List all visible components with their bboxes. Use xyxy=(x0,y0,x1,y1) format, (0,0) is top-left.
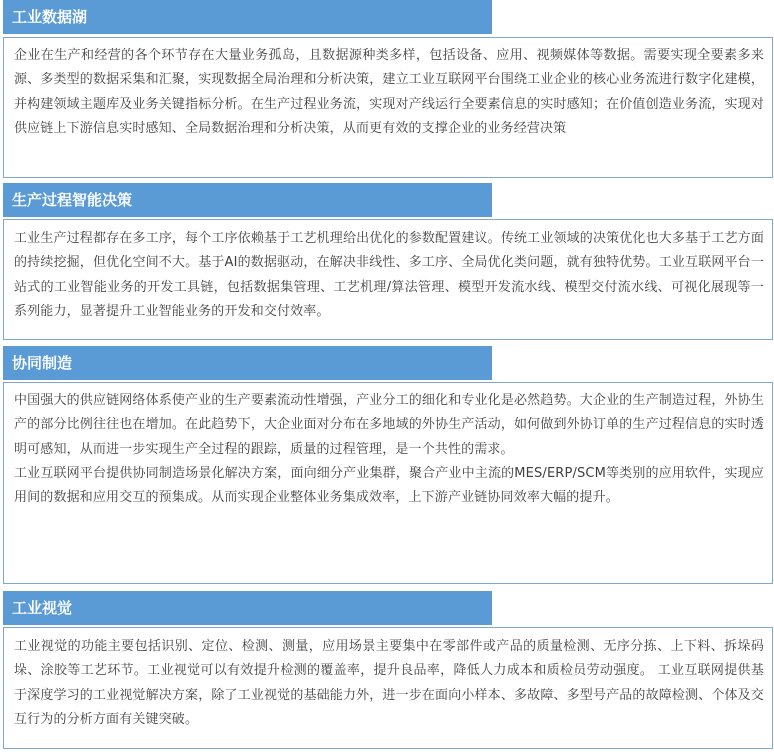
section-industrial-vision xyxy=(0,591,774,750)
section-collaborative-manufacturing xyxy=(0,346,774,584)
section-industrial-data-lake xyxy=(0,0,774,178)
section-paragraph: 企业在生产和经营的各个环节存在大量业务孤岛，且数据源种类多样，包括设备、应用、视频媒体等数据。需要实现全要素多来源、多类型的数据采集和汇聚，实现数据全局治理和分析决策，建立工业互联网平台围绕工业企业的核心业务流进行数字化建模，并构建领域主题库及业务关键指标分析。在生产过程业务流，实现对产线运行全要素信息的实时感知；在价值创造业务流，实现对供应链上下游信息实时感知、全局数据治理和分析决策，从而更有效的支撑企业的业务经营决策 xyxy=(14,48,764,136)
section-paragraph: 工业生产过程都存在多工序，每个工序依赖基于工艺机理给出优化的参数配置建议。传统工业领域的决策优化也大多基于工艺方面的持续挖掘，但优化空间不大。基于AI的数据驱动，在解决非线性、多工序、全局优化类问题，就有独特优势。工业互联网平台一站式的工业智能业务的开发工具链，包括数据集管理、工艺机理/算法管理、模型开发流水线、模型交付流水线、可视化展现等一系列能力，显著提升工业智能业务的开发和交付效率。 xyxy=(14,231,764,319)
section-title: 工业视觉 xyxy=(3,591,492,625)
section-production-decision xyxy=(0,183,774,340)
section-content-box xyxy=(3,37,773,178)
section-content-box xyxy=(3,382,773,584)
section-title: 工业数据湖 xyxy=(3,0,492,34)
section-paragraph: 工业互联网平台提供协同制造场景化解决方案，面向细分产业集群，聚合产业中主流的MES/ERP/SCM等类别的应用软件，实现应用间的数据和应用交互的预集成。从而实现企业整体业务集成效率，上下游产业链协同效率大幅的提升。 xyxy=(14,465,764,506)
section-content-box xyxy=(3,219,773,340)
section-title: 生产过程智能决策 xyxy=(3,183,492,217)
section-paragraph: 工业视觉的功能主要包括识别、定位、检测、测量，应用场景主要集中在零部件或产品的质量检测、无序分拣、上下料、拆垛码垛、涂胶等工艺环节。工业视觉可以有效提升检测的覆盖率，提升良品率，降低人力成本和质检员劳动强度。 工业互联网提供基于深度学习的工业视觉解决方案，除了工业视觉的基础能力外，进一步在面向小样本、多故障、多型号产品的故障检测、个体及交互行为的分析方面有关键突破。 xyxy=(14,639,764,727)
section-title: 协同制造 xyxy=(3,346,492,380)
section-paragraph: 中国强大的供应链网络体系使产业的生产要素流动性增强，产业分工的细化和专业化是必然趋势。大企业的生产制造过程，外协生产的部分比例往往也在增加。在此趋势下，大企业面对分布在多地域的外协生产活动，如何做到外协订单的生产过程信息的实时透明可感知，从而进一步实现生产全过程的跟踪，质量的过程管理，是一个共性的需求。 xyxy=(14,393,764,457)
section-content-box xyxy=(3,627,773,749)
